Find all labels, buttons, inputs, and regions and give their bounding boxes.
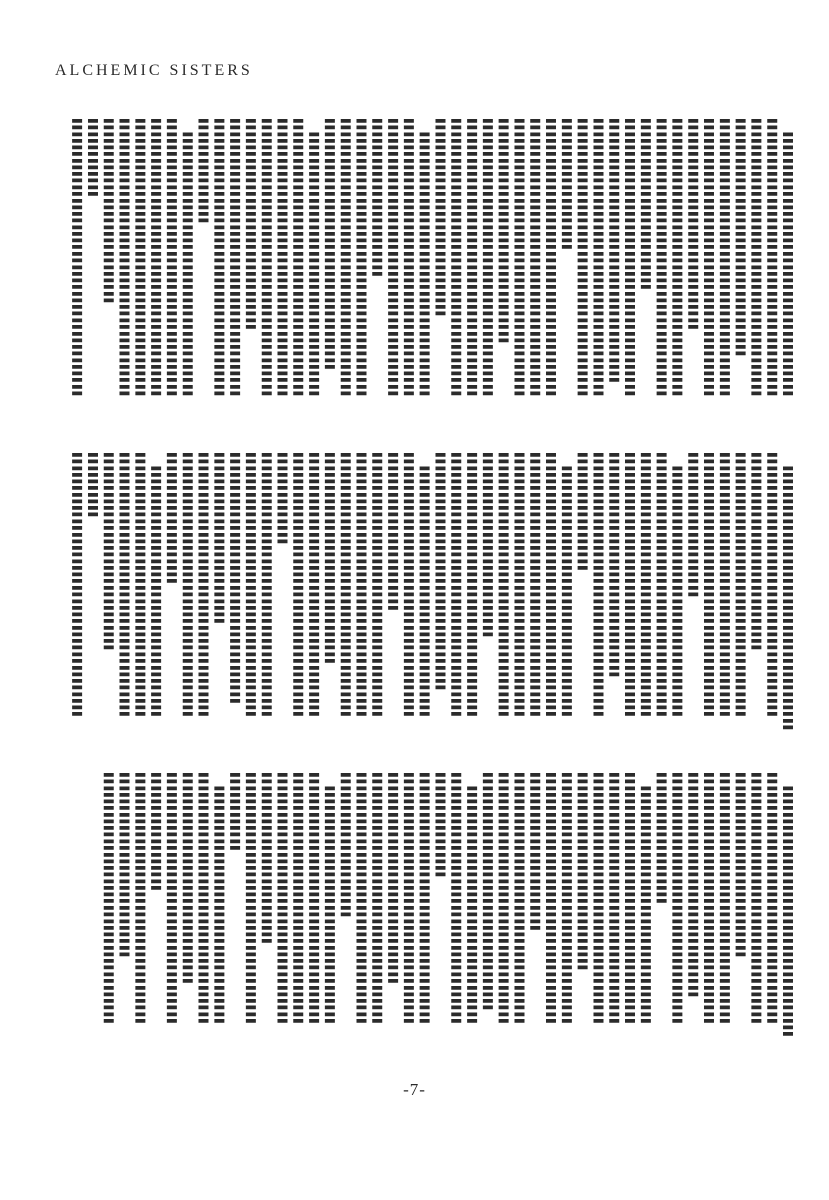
redacted-text-column: 〓〓〓〓〓〓〓〓〓〓〓〓〓〓〓〓〓〓〓: [495, 772, 510, 1025]
redacted-text-column: 〓〓〓〓〓〓〓〓〓〓〓〓〓〓〓〓〓: [685, 772, 700, 999]
redacted-text-column: 〓〓〓〓〓〓〓〓〓〓〓〓〓〓: [732, 772, 747, 959]
redacted-text-column: 〓〓〓〓〓〓〓〓〓〓〓〓: [369, 118, 384, 278]
redacted-text-column: 〓〓〓〓〓〓〓〓〓〓〓〓〓〓〓〓〓〓〓〓〓: [574, 118, 589, 398]
redacted-text-column: 〓〓〓〓〓〓〓〓〓〓〓〓〓〓〓〓〓〓〓〓〓: [590, 118, 605, 398]
redacted-text-column: 〓〓〓〓〓〓〓〓〓〓〓〓〓〓〓〓〓〓〓〓: [543, 452, 558, 718]
redacted-text-column: 〓〓〓〓〓〓〓〓〓〓〓〓〓〓〓〓〓〓〓: [448, 772, 463, 1025]
redacted-text-column: 〓〓〓〓〓〓〓〓〓〓〓〓〓〓〓〓〓〓〓〓: [527, 452, 542, 718]
redacted-text-column: 〓〓〓〓〓〓〓〓〓〓〓〓〓〓〓〓〓〓〓〓〓: [748, 118, 763, 398]
redacted-text-column: 〓〓〓〓〓〓〓〓〓〓〓〓〓〓〓〓〓〓〓: [306, 772, 321, 1025]
redacted-text-column: 〓〓〓〓〓〓〓〓〓〓〓〓〓〓〓: [574, 772, 589, 972]
redacted-text-column: 〓〓〓〓〓〓〓〓〓〓〓〓〓〓〓〓〓〓〓〓〓: [258, 118, 273, 398]
redacted-text-column: 〓〓〓〓〓〓〓〓〓〓〓〓〓〓〓〓〓〓〓: [321, 118, 336, 371]
redacted-text-column: 〓〓〓〓〓〓〓〓〓〓〓〓〓〓〓〓〓〓〓〓〓: [353, 118, 368, 398]
redacted-text-column: 〓〓〓〓〓〓〓〓〓〓〓〓〓〓〓〓〓〓〓〓: [780, 118, 794, 398]
text-band-middle: [64, 452, 794, 774]
redacted-text-column: 〓〓〓〓〓〓〓〓〓〓〓: [685, 452, 700, 599]
redacted-text-column: 〓〓〓〓〓〓〓〓〓〓〓〓〓〓〓〓〓〓〓: [511, 772, 526, 1025]
redacted-text-column: 〓〓〓〓〓〓〓〓〓〓〓〓〓〓〓〓〓〓: [432, 452, 447, 692]
redacted-text-column: 〓〓〓〓〓〓〓〓〓〓〓〓〓〓〓〓〓〓〓〓: [132, 452, 147, 718]
redacted-text-column: 〓〓〓〓〓〓〓〓〓〓〓〓〓〓〓〓〓〓〓: [669, 452, 684, 718]
redacted-text-column: 〓〓〓〓〓〓〓〓〓〓〓〓: [527, 772, 542, 932]
redacted-text-column: 〓〓〓〓〓〓〓〓〓〓〓〓〓〓〓〓〓〓: [479, 772, 494, 1012]
redacted-text-column: 〓〓〓〓〓〓〓〓〓〓〓: [337, 772, 352, 919]
redacted-text-column: 〓〓〓〓〓〓〓〓: [432, 772, 447, 879]
redacted-text-column: 〓〓〓〓〓〓〓〓〓: [148, 772, 163, 892]
redacted-text-column: 〓〓〓〓〓〓〓〓〓〓〓〓〓〓〓〓〓〓〓〓〓: [479, 118, 494, 398]
redacted-text-column: 〓〓〓〓〓〓〓〓〓〓〓〓〓〓〓〓〓〓〓〓〓: [290, 118, 305, 398]
redacted-text-column: 〓〓〓〓〓〓〓〓〓〓〓〓〓〓〓〓〓〓〓: [227, 452, 242, 705]
redacted-text-column: 〓〓〓〓〓〓〓〓〓〓〓〓〓〓〓〓〓〓〓: [100, 772, 115, 1025]
redacted-text-column: 〓〓〓〓〓〓〓〓〓〓〓〓〓〓〓〓〓〓〓〓: [179, 452, 194, 718]
redacted-text-column: 〓〓〓〓〓〓〓〓〓〓〓〓〓〓〓〓〓〓〓〓〓: [163, 118, 178, 398]
redacted-text-column: 〓〓〓〓〓〓〓〓〓〓〓〓〓〓〓〓〓〓〓: [416, 452, 431, 718]
redacted-text-column: 〓〓〓〓〓〓〓〓〓〓〓〓〓〓〓〓〓〓〓〓〓: [669, 118, 684, 398]
redacted-text-column: 〓〓〓〓〓〓〓〓〓〓〓〓〓〓〓〓〓〓〓〓〓: [148, 118, 163, 398]
redacted-text-column: 〓〓〓〓〓〓〓〓〓〓〓〓〓〓〓〓〓〓〓〓: [464, 452, 479, 718]
redacted-text-column: 〓〓〓〓〓〓〓〓〓〓〓〓〓〓〓〓〓〓〓: [701, 772, 716, 1025]
redacted-text-column: 〓〓〓〓〓〓〓〓〓〓〓〓〓〓〓〓〓〓〓〓: [716, 452, 731, 718]
redacted-text-column: 〓〓〓〓〓〓〓〓〓〓〓〓〓〓〓〓〓: [495, 118, 510, 345]
redacted-text-column: 〓〓〓〓〓〓〓〓〓〓〓〓〓〓〓〓: [321, 452, 336, 665]
redacted-text-column: 〓〓〓〓〓〓〓〓〓〓〓〓〓〓〓〓〓〓〓〓〓: [69, 118, 84, 398]
redacted-text-column: 〓〓〓〓〓〓: [84, 118, 99, 198]
redacted-text-column: 〓〓〓〓〓〓〓〓〓〓〓〓〓: [211, 452, 226, 625]
redacted-text-column: 〓〓〓〓〓〓〓〓〓〓〓〓〓〓〓〓〓〓〓: [195, 772, 210, 1025]
redacted-text-column: 〓〓〓〓〓〓〓〓〓〓〓〓〓〓〓〓〓〓〓〓〓: [464, 118, 479, 398]
redacted-text-column: 〓〓〓〓〓〓〓〓〓〓〓〓〓〓〓〓〓〓〓〓: [242, 452, 257, 718]
redacted-text-column: 〓〓〓〓〓〓〓〓〓〓〓〓〓〓〓〓〓〓〓〓〓: [400, 118, 415, 398]
redacted-text-column: 〓〓〓〓〓〓〓〓〓〓〓〓〓〓〓〓〓〓〓: [163, 772, 178, 1025]
redacted-text-column: 〓〓〓〓〓〓〓〓〓〓〓〓〓〓〓〓〓〓〓〓: [353, 452, 368, 718]
redacted-text-column: 〓〓〓〓〓〓〓〓〓〓〓〓〓〓〓〓〓〓〓〓: [637, 452, 652, 718]
redacted-text-column: 〓〓〓〓〓〓〓〓〓〓〓〓〓〓〓〓〓〓〓: [290, 772, 305, 1025]
redacted-text-column: 〓〓〓〓〓〓〓〓〓〓〓〓〓〓〓〓〓〓〓: [780, 772, 794, 1038]
redacted-text-column: 〓〓〓〓〓〓〓〓〓〓〓〓〓: [637, 118, 652, 291]
redacted-text-column: 〓〓〓〓〓〓〓〓〓〓〓〓〓〓〓〓〓〓〓: [543, 772, 558, 1025]
redacted-text-column: 〓〓〓〓〓〓〓〓〓〓: [163, 452, 178, 585]
redacted-text-column: 〓〓〓〓〓〓〓〓〓〓〓〓〓〓〓〓〓〓〓: [148, 452, 163, 718]
redacted-text-column: 〓〓〓〓〓〓〓〓〓〓〓〓〓〓〓〓〓〓: [637, 772, 652, 1025]
redacted-text-column: 〓〓〓〓〓〓〓〓〓〓〓〓〓〓〓〓〓〓〓〓〓: [227, 118, 242, 398]
redacted-text-column: 〓〓〓〓〓〓〓〓〓〓〓〓〓〓〓〓〓〓〓〓〓: [527, 118, 542, 398]
redacted-text-column: 〓〓〓〓〓〓〓〓〓〓〓〓〓〓〓: [100, 452, 115, 652]
redacted-text-column: 〓〓〓〓〓〓〓〓〓〓〓〓〓〓〓〓〓〓〓〓〓: [622, 118, 637, 398]
redacted-text-column: 〓〓〓〓〓〓〓〓〓〓〓〓〓〓〓〓〓〓〓〓: [780, 452, 794, 732]
redacted-text-column: 〓〓〓〓〓〓〓〓〓〓〓〓〓〓〓〓〓〓〓〓〓: [211, 118, 226, 398]
redacted-text-column: 〓〓〓〓〓〓〓〓〓〓〓〓〓〓〓〓〓〓〓: [132, 772, 147, 1025]
redacted-text-column: 〓〓〓〓〓〓〓〓〓〓〓〓〓〓〓〓〓〓: [321, 772, 336, 1025]
redacted-text-column: 〓〓〓〓〓〓〓〓〓〓〓〓〓〓〓〓〓〓〓: [400, 772, 415, 1025]
redacted-text-column: 〓〓〓〓〓〓〓〓〓〓〓〓〓〓〓〓〓〓〓〓〓: [511, 118, 526, 398]
redacted-text-column: 〓〓〓〓〓〓〓〓〓〓〓〓〓〓〓〓〓〓: [464, 772, 479, 1025]
redacted-text-column: 〓〓〓〓〓〓〓〓〓〓〓〓〓〓〓〓〓〓〓〓〓: [274, 118, 289, 398]
redacted-text-column: 〓〓〓〓〓〓〓〓〓: [574, 452, 589, 572]
redacted-text-column: 〓〓〓〓〓: [84, 452, 99, 519]
text-band-top: [64, 118, 794, 450]
redacted-text-column: 〓〓〓〓〓〓〓〓〓〓〓〓〓〓〓〓〓〓: [211, 772, 226, 1025]
redacted-text-column: 〓〓〓〓〓〓〓〓〓〓〓〓〓〓〓〓〓〓〓〓: [416, 118, 431, 398]
redacted-text-column: 〓〓〓〓〓〓〓〓〓〓〓〓〓〓〓〓〓〓〓: [274, 772, 289, 1025]
redacted-text-column: 〓〓〓〓〓〓〓〓〓〓〓〓〓〓〓〓〓〓〓〓: [69, 452, 84, 718]
redacted-text-column: 〓〓〓〓〓〓〓〓〓〓〓〓〓〓〓〓〓: [606, 452, 621, 679]
redacted-text-column: 〓〓〓〓〓〓〓〓〓〓〓〓〓〓〓〓〓〓〓〓: [195, 452, 210, 718]
redacted-text-column: 〓〓〓〓〓〓〓〓〓〓: [653, 772, 668, 905]
redacted-text-column: 〓〓〓〓〓〓〓〓〓〓〓〓〓〓〓〓〓〓〓〓: [511, 452, 526, 718]
redacted-text-column: 〓〓〓〓〓〓〓〓〓〓〓〓〓〓〓〓〓〓〓: [369, 772, 384, 1025]
redacted-text-column: 〓〓〓〓〓〓〓〓〓〓〓〓〓〓〓〓〓〓〓〓: [590, 452, 605, 718]
redacted-text-column: 〓〓〓〓〓〓〓〓〓〓: [558, 118, 573, 251]
redacted-text-column: 〓〓〓〓〓〓〓〓〓〓〓〓〓〓〓〓〓〓〓〓: [653, 452, 668, 718]
redacted-text-column: 〓〓〓〓〓〓〓〓〓〓〓〓〓〓〓〓〓〓〓: [764, 772, 779, 1025]
redacted-text-column: 〓〓〓〓〓〓〓〓〓〓〓〓〓〓〓〓〓〓〓〓: [400, 452, 415, 718]
redacted-text-column: 〓〓〓〓〓〓〓〓〓〓〓〓〓〓〓〓〓〓〓〓〓: [764, 118, 779, 398]
redacted-text-column: 〓〓〓〓〓〓〓〓〓〓〓〓〓〓〓〓〓〓〓〓: [179, 118, 194, 398]
redacted-text-column: 〓〓〓〓〓〓〓〓〓〓〓〓〓〓〓〓〓〓〓〓〓: [132, 118, 147, 398]
redacted-text-column: 〓〓〓〓〓〓〓〓〓〓〓〓〓〓〓: [432, 118, 447, 318]
redacted-text-column: 〓〓〓〓〓〓〓〓〓〓〓〓〓〓〓〓〓〓〓: [242, 772, 257, 1025]
redacted-text-column: 〓〓〓〓〓〓〓〓〓〓〓〓〓〓: [116, 772, 131, 959]
redacted-text-column: 〓〓〓〓〓〓〓〓〓〓〓〓: [385, 452, 400, 612]
redacted-text-column: 〓〓〓〓〓〓〓〓〓〓〓〓〓〓〓〓: [179, 772, 194, 985]
redacted-text-column: 〓〓〓〓〓〓〓〓〓〓〓〓〓〓〓〓〓〓〓〓〓: [448, 118, 463, 398]
text-band-bottom: [64, 772, 794, 1084]
redacted-text-column: 〓〓〓〓〓〓〓〓〓〓〓〓〓〓〓〓〓〓〓: [353, 772, 368, 1025]
redacted-text-column: 〓〓〓〓〓〓〓〓〓〓〓〓〓〓〓〓〓〓〓: [590, 772, 605, 1025]
redacted-text-column: 〓〓〓〓〓〓〓〓〓〓〓〓〓〓〓〓〓〓〓: [558, 452, 573, 718]
redacted-text-column: 〓〓〓〓〓〓〓〓〓〓〓〓〓〓〓〓: [242, 118, 257, 331]
redacted-text-column: 〓〓〓〓〓〓〓〓〓〓〓〓〓〓〓〓〓〓〓〓〓: [337, 118, 352, 398]
redacted-text-column: 〓〓〓〓〓〓〓〓〓〓〓〓〓〓〓〓〓〓〓〓: [116, 452, 131, 718]
redacted-text-column: 〓〓〓〓〓〓〓〓〓〓〓〓〓〓〓〓〓〓〓: [669, 772, 684, 1025]
redacted-text-column: 〓〓〓〓〓〓〓〓〓〓〓〓〓〓〓〓〓〓〓〓〓: [116, 118, 131, 398]
redacted-text-column: 〓〓〓〓〓〓〓〓〓〓〓〓〓〓〓〓〓〓〓〓: [701, 452, 716, 718]
redacted-text-column: 〓〓〓〓〓〓〓〓〓〓〓〓〓〓〓〓〓〓〓〓: [369, 452, 384, 718]
redacted-text-column: 〓〓〓〓〓〓〓〓〓〓〓〓〓〓: [100, 118, 115, 305]
redacted-text-column: 〓〓〓〓〓〓〓〓: [195, 118, 210, 225]
redacted-text-column: 〓〓〓〓〓〓〓〓〓〓〓〓〓〓〓〓: [685, 118, 700, 331]
redacted-text-column: 〓〓〓〓〓〓〓〓〓〓〓〓〓〓〓〓〓〓〓〓〓: [701, 118, 716, 398]
redacted-text-column: 〓〓〓〓〓〓〓〓〓〓〓〓〓〓〓〓〓〓〓: [716, 772, 731, 1025]
redacted-text-column: 〓〓〓〓〓〓〓〓〓〓〓〓〓〓〓〓〓〓〓: [606, 772, 621, 1025]
redacted-text-column: 〓〓〓〓〓〓〓〓〓〓〓〓〓〓〓: [748, 452, 763, 652]
redacted-text-column: 〓〓〓〓〓〓〓〓〓〓〓〓〓〓〓〓〓〓〓: [558, 772, 573, 1025]
redacted-text-column: 〓〓〓〓〓〓〓〓〓〓〓〓〓〓〓〓〓〓〓〓: [732, 452, 747, 718]
redacted-text-column: 〓〓〓〓〓〓〓〓〓〓〓〓〓〓〓〓〓〓〓〓〓: [385, 118, 400, 398]
redacted-text-column: 〓〓〓〓〓〓〓〓〓〓〓〓〓〓〓〓〓〓: [732, 118, 747, 358]
redacted-text-column: 〓〓〓〓〓〓〓: [274, 452, 289, 546]
page-title: ALCHEMIC SISTERS: [55, 62, 253, 79]
redacted-text-column: 〓〓〓〓〓〓: [227, 772, 242, 852]
redacted-text-column: 〓〓〓〓〓〓〓〓〓〓〓〓〓〓〓〓〓〓〓〓: [290, 452, 305, 718]
redacted-text-column: 〓〓〓〓〓〓〓〓〓〓〓〓〓〓: [479, 452, 494, 639]
redacted-text-column: 〓〓〓〓〓〓〓〓〓〓〓〓〓〓〓〓〓〓〓〓: [337, 452, 352, 718]
redacted-text-column: 〓〓〓〓〓〓〓〓〓〓〓〓〓〓〓〓〓〓〓〓: [306, 452, 321, 718]
redacted-text-column: 〓〓〓〓〓〓〓〓〓〓〓〓〓: [258, 772, 273, 945]
redacted-text-column: 〓〓〓〓〓〓〓〓〓〓〓〓〓〓〓〓〓〓〓〓: [495, 452, 510, 718]
redacted-text-column: 〓〓〓〓〓〓〓〓〓〓〓〓〓〓〓〓〓〓〓〓: [764, 452, 779, 718]
redacted-text-column: 〓〓〓〓〓〓〓〓〓〓〓〓〓〓〓〓〓〓〓〓: [258, 452, 273, 718]
redacted-text-column: 〓〓〓〓〓〓〓〓〓〓〓〓〓〓〓〓〓〓〓: [622, 772, 637, 1025]
redacted-text-column: 〓〓〓〓〓〓〓〓〓〓〓〓〓〓〓〓〓〓〓〓: [448, 452, 463, 718]
redacted-text-column: 〓〓〓〓〓〓〓〓〓〓〓〓〓〓〓〓〓〓〓〓〓: [716, 118, 731, 398]
page-number: -7-: [403, 1080, 426, 1099]
redacted-text-column: 〓〓〓〓〓〓〓〓〓〓〓〓〓〓〓〓〓〓〓: [748, 772, 763, 1025]
redacted-text-column: 〓〓〓〓〓〓〓〓〓〓〓〓〓〓〓〓〓〓〓〓: [606, 118, 621, 384]
redacted-text-column: 〓〓〓〓〓〓〓〓〓〓〓〓〓〓〓〓〓〓〓〓: [622, 452, 637, 718]
redacted-text-column: 〓〓〓〓〓〓〓〓〓〓〓〓〓〓〓〓〓〓〓〓: [306, 118, 321, 398]
redacted-text-column: 〓〓〓〓〓〓〓〓〓〓〓〓〓〓〓〓: [385, 772, 400, 985]
redacted-text-column: 〓〓〓〓〓〓〓〓〓〓〓〓〓〓〓〓〓〓〓〓〓: [543, 118, 558, 398]
redacted-text-column: 〓〓〓〓〓〓〓〓〓〓〓〓〓〓〓〓〓〓〓: [416, 772, 431, 1025]
redacted-text-column: 〓〓〓〓〓〓〓〓〓〓〓〓〓〓〓〓〓〓〓〓〓: [653, 118, 668, 398]
